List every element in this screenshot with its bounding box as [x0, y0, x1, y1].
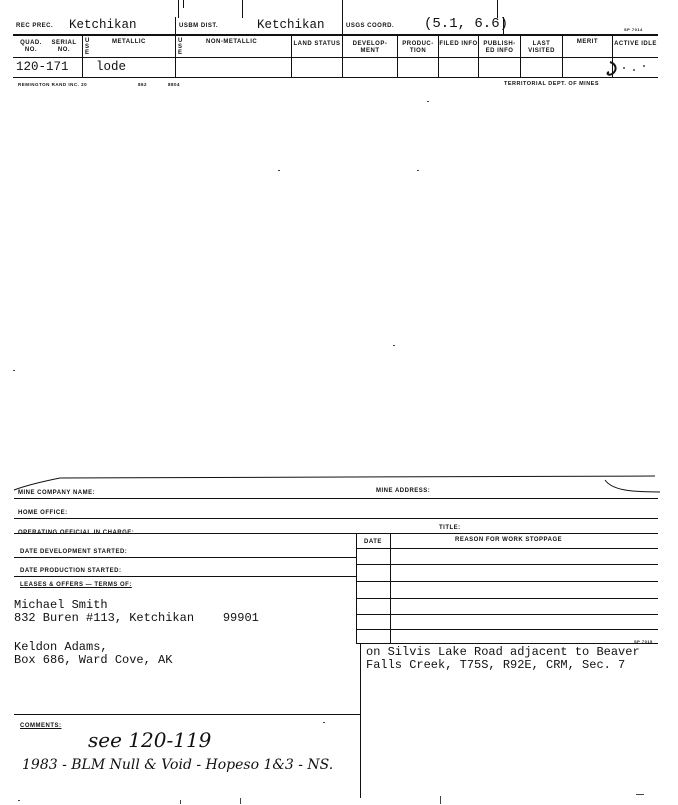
divider [14, 498, 658, 499]
location-line: on Silvis Lake Road adjacent to Beaver [366, 645, 640, 659]
handwritten-note: 1983 - BLM Null & Void - Hopeso 1&3 - NS. [22, 757, 334, 773]
divider [356, 548, 658, 549]
last-visited-header: LAST VISITED [528, 41, 555, 54]
scan-speck [278, 170, 280, 171]
comments-label: COMMENTS: [20, 723, 62, 729]
scan-speck [440, 796, 441, 804]
divider [14, 714, 360, 715]
date-column-label: DATE [364, 539, 382, 545]
divider [356, 614, 658, 615]
home-office-label: HOME OFFICE: [18, 510, 68, 516]
divider [175, 35, 176, 77]
printer-imprint: REMINGTON RAND INC. 20 [18, 82, 88, 87]
metallic-value: lode [96, 60, 127, 74]
leases-offers-label: LEASES & OFFERS — TERMS OF: [20, 582, 132, 588]
title-label: TITLE: [439, 525, 461, 531]
location-line: Falls Creek, T75S, R92E, CRM, Sec. 7 [366, 658, 626, 672]
divider [82, 35, 83, 77]
divider [356, 581, 658, 582]
use-header: U S E [178, 38, 183, 56]
date-production-started-label: DATE PRODUCTION STARTED: [20, 568, 122, 574]
scan-speck [323, 722, 325, 723]
printer-code: 8804 [168, 82, 181, 87]
divider [356, 598, 658, 599]
form-number: SP 7014 [624, 27, 643, 32]
published-info-header: PUBLISH- ED INFO [483, 41, 516, 54]
merit-header: MERIT [576, 39, 599, 45]
divider [360, 643, 361, 798]
usgs-coord-label: USGS COORD. [346, 23, 395, 29]
owner-name: Michael Smith [14, 598, 108, 612]
mine-company-name-label: MINE COMPANY NAME: [18, 490, 96, 496]
rec-prec-value: Ketchikan [69, 18, 137, 32]
divider [13, 77, 658, 78]
operating-official-label: OPERATING OFFICIAL IN CHARGE: [18, 530, 135, 536]
divider [178, 0, 179, 18]
metallic-header: METALLIC [112, 39, 146, 45]
rec-prec-label: REC PREC. [16, 23, 54, 29]
land-status-header: LAND STATUS [293, 41, 341, 47]
divider [356, 564, 658, 565]
divider [175, 17, 176, 35]
filed-info-header: FILED INFO [439, 41, 478, 47]
form-number: SP 7015 [634, 639, 653, 644]
reason-column-label: REASON FOR WORK STOPPAGE [455, 537, 563, 543]
scan-speck [636, 794, 644, 795]
scan-speck [240, 798, 241, 804]
quad-no-header: QUAD. NO. [20, 40, 42, 53]
divider [14, 576, 356, 577]
usbm-dist-value: Ketchikan [257, 18, 325, 32]
department-name: TERRITORIAL DEPT. OF MINES [504, 81, 599, 87]
owner-address: 832 Buren #113, Ketchikan 99901 [14, 611, 259, 625]
divider [342, 0, 343, 18]
production-header: PRODUC- TION [402, 41, 434, 54]
scan-speck [427, 101, 429, 102]
printer-code: 862 [138, 82, 148, 87]
punch-mark-icon [600, 58, 660, 80]
card-edge [0, 470, 678, 494]
active-idle-header: ACTIVE IDLE [614, 41, 657, 47]
divider [356, 643, 658, 644]
usbm-dist-label: USBM DIST. [179, 23, 219, 29]
owner-name: Keldon Adams, [14, 640, 108, 654]
quad-serial-value: 120-171 [16, 60, 69, 74]
divider [14, 533, 658, 534]
development-header: DEVELOP- MENT [352, 41, 388, 54]
scan-speck [18, 800, 20, 801]
divider [356, 629, 658, 630]
date-development-started-label: DATE DEVELOPMENT STARTED: [20, 549, 128, 555]
handwritten-reference: see 120-119 [88, 728, 212, 752]
divider [14, 518, 658, 519]
serial-no-header: SERIAL NO. [51, 40, 77, 53]
scan-speck [180, 800, 181, 804]
divider [503, 17, 504, 35]
scan-speck [393, 345, 395, 346]
non-metallic-header: NON-METALLIC [206, 39, 258, 45]
usgs-coord-value: (5.1, 6.6) [424, 16, 509, 32]
divider [242, 0, 243, 18]
owner-address: Box 686, Ward Cove, AK [14, 653, 173, 667]
scan-speck [417, 170, 419, 171]
divider [183, 0, 184, 8]
divider [390, 533, 391, 643]
scan-speck [13, 370, 15, 371]
divider [14, 557, 356, 558]
divider [356, 533, 357, 643]
divider [342, 17, 343, 35]
use-header: U S E [85, 38, 90, 56]
mine-address-label: MINE ADDRESS: [376, 488, 431, 494]
